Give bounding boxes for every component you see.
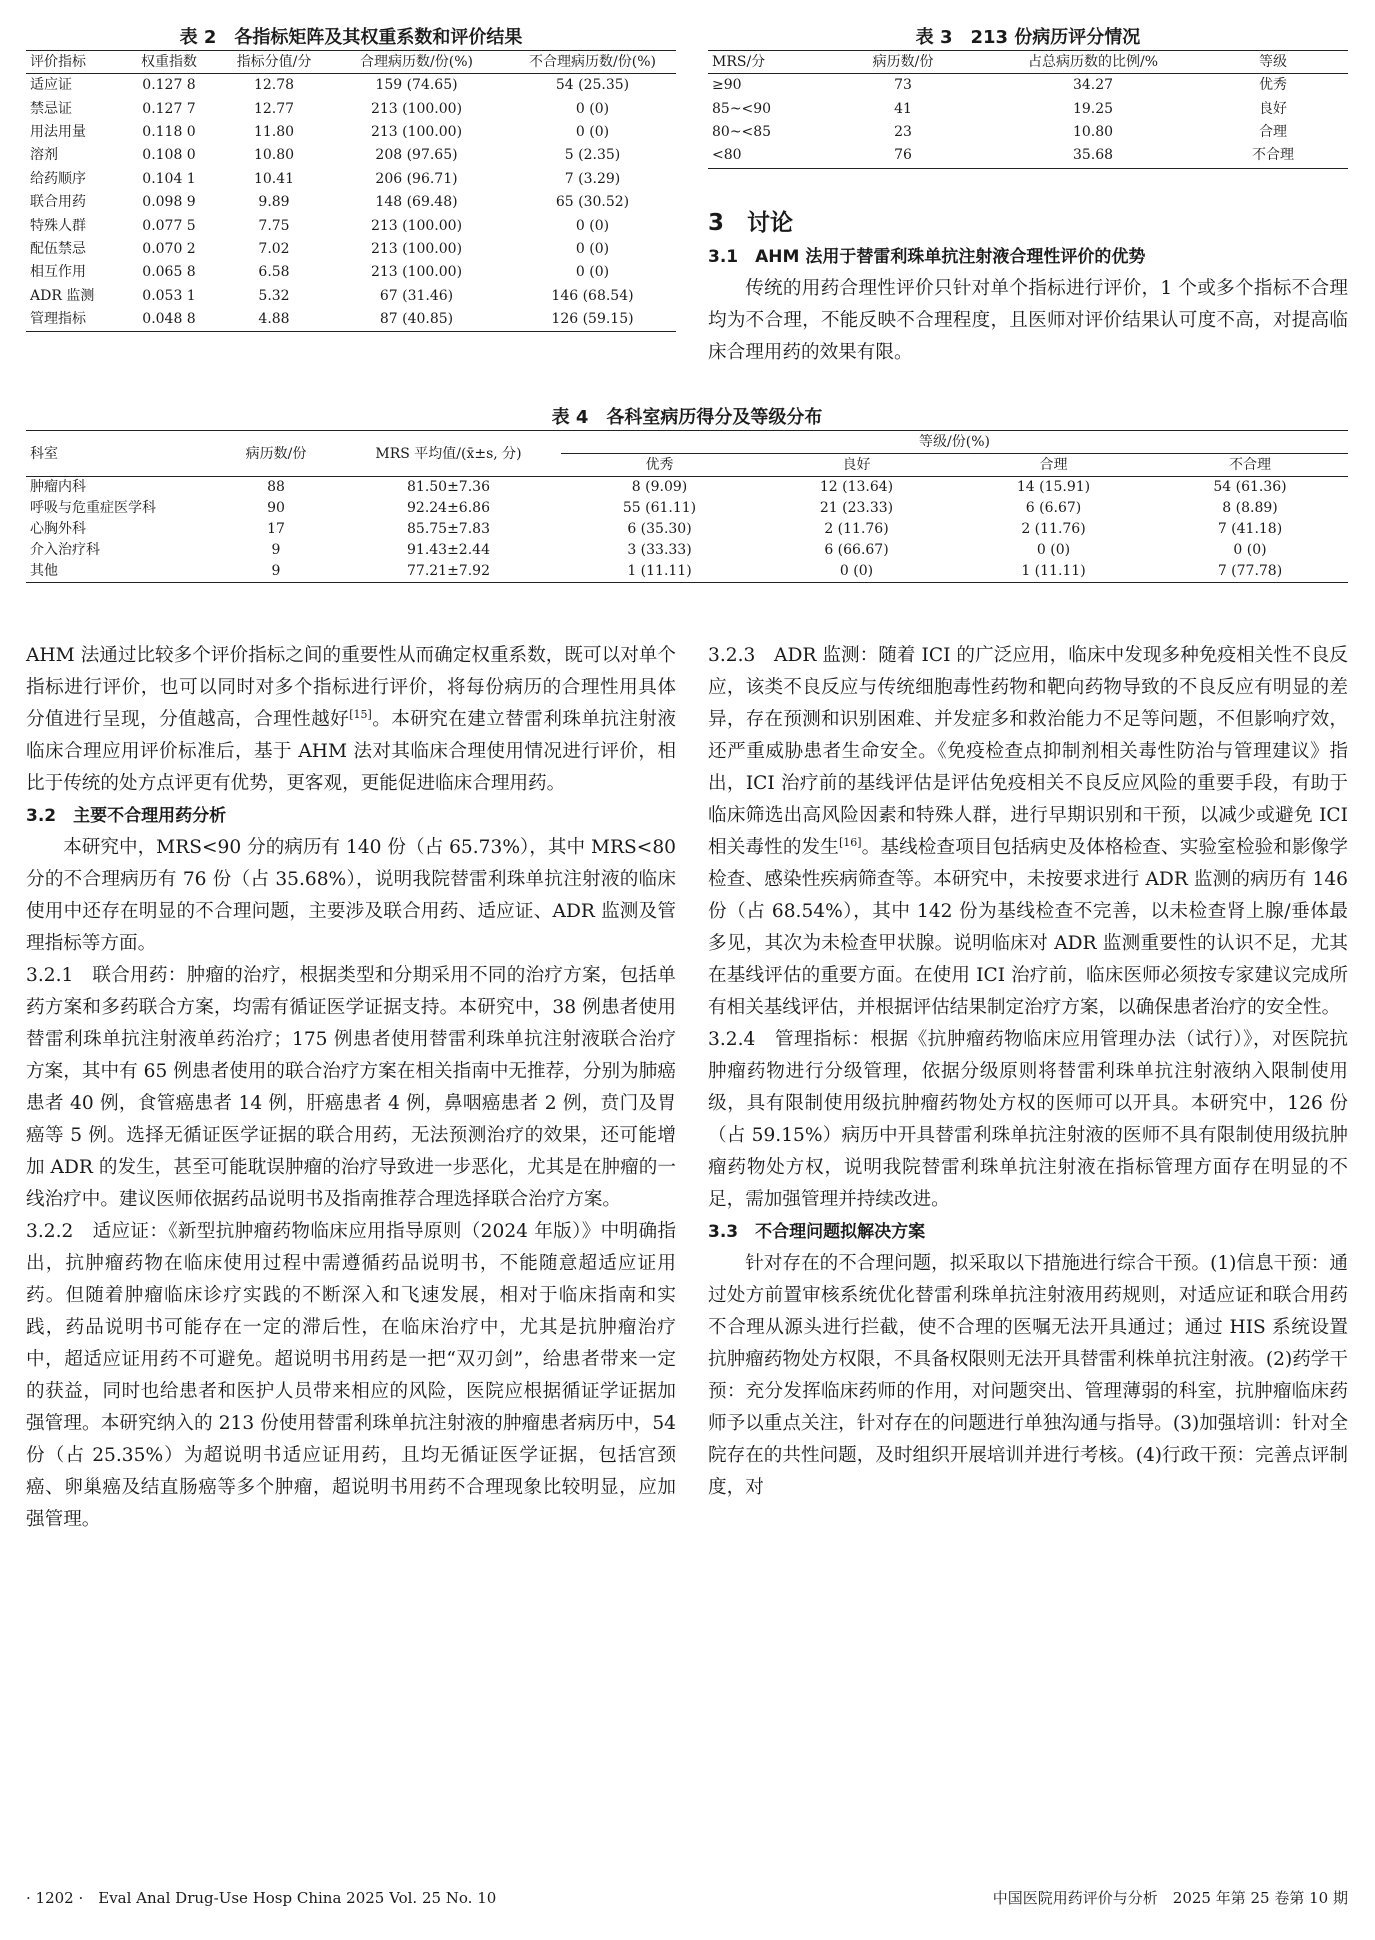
table-cell: 19.25: [1072, 100, 1114, 117]
table-cell: 65 (30.52): [555, 194, 630, 211]
table-row: [26, 238, 676, 261]
table-cell: <80: [712, 147, 742, 164]
table-3-body: [708, 74, 1348, 169]
column-header: MRS/分: [708, 51, 818, 74]
table-cell: 81.50±7.36: [407, 479, 490, 495]
table-cell: 54 (61.36): [1213, 479, 1287, 495]
table-cell: 213 (100.00): [370, 123, 463, 140]
table-row: [26, 561, 1348, 583]
table-cell: 优秀: [1259, 77, 1287, 94]
table-cell: 9: [271, 563, 281, 579]
table-cell: 联合用药: [30, 194, 86, 211]
table-row: [26, 540, 1348, 561]
table-cell: 87 (40.85): [379, 311, 454, 328]
table-cell: 5.32: [258, 287, 290, 304]
table-cell: 14 (15.91): [1016, 479, 1091, 495]
table-cell: 7 (41.18): [1217, 521, 1283, 537]
table-cell: 8 (8.89): [1222, 500, 1278, 516]
table-cell: 不合理: [1252, 147, 1294, 164]
table-cell: 0 (0): [575, 217, 610, 234]
table-cell: 91.43±2.44: [407, 542, 490, 558]
table-row: [26, 285, 676, 308]
table-cell: 80~<85: [712, 123, 772, 140]
table-cell: 管理指标: [30, 311, 86, 328]
table-cell: 给药顺序: [30, 170, 86, 187]
table-cell: 特殊人群: [30, 217, 86, 234]
column-header: 科室: [26, 431, 216, 477]
paragraph: 针对存在的不合理问题，拟采取以下措施进行综合干预。(1)信息干预：通过处方前置审核系统优化替雷利珠单抗注射液用药规则，对适应证和联合用药不合理从源头进行拦截，使不合理的医嘱无法开具通过；通过 HIS 系统设置抗肿瘤药物处方权限，不具备权限则无法开具替雷利株单抗注射液。(2)药学干预：充分发挥临床药师的作用，对问题突出、管理薄弱的科室，抗肿瘤临床药师予以重点关注，针对存在的问题进行单独沟通与指导。(3)加强培训：针对全院存在的共性问题，及时组织开展培训并进行考核。(4)行政干预：完善点评制度，对: [708, 1253, 1348, 1498]
table-cell: ADR 监测: [30, 287, 95, 304]
table-cell: 用法用量: [30, 123, 86, 140]
table-cell: 10.80: [253, 147, 295, 164]
table-cell: 12.77: [253, 100, 295, 117]
table-cell: 12.78: [253, 77, 295, 94]
left-column: [26, 640, 676, 1536]
table-row: [708, 121, 1348, 144]
table-cell: 3 (33.33): [627, 542, 692, 558]
column-header: 占总病历数的比例/%: [988, 51, 1198, 74]
subsection-heading: 3.1 AHM 法用于替雷利珠单抗注射液合理性评价的优势: [708, 247, 1146, 267]
table-cell: 17: [267, 521, 285, 537]
table-cell: 213 (100.00): [370, 100, 463, 117]
table-cell: 7 (3.29): [564, 170, 621, 187]
paragraph: 3.2.4 管理指标：根据《抗肿瘤药物临床应用管理办法（试行）》，对医院抗肿瘤药物进行分级管理，依据分级原则将替雷利珠单抗注射液纳入限制使用级，具有限制使用级抗肿瘤药物处方权的医师可以开具。本研究中，126 份（占 59.15%）病历中开具替雷利珠单抗注射液的医师不具有限制使用级抗肿瘤药物处方权，说明我院替雷利珠单抗注射液在指标管理方面存在明显的不足，需加强管理并持续改进。: [708, 1029, 1348, 1210]
table-cell: 0.104 1: [142, 170, 196, 187]
table-4-grid: [26, 430, 1348, 583]
table-cell: 相互作用: [30, 264, 86, 281]
column-group-header: 等级/份(%): [561, 431, 1348, 454]
table-cell: 9: [271, 542, 281, 558]
table-cell: 配伍禁忌: [30, 240, 86, 257]
column-header: 病历数/份: [216, 431, 336, 477]
table-cell: 0 (0): [1233, 542, 1267, 558]
table-row: [708, 74, 1348, 98]
table-cell: 0 (0): [1036, 542, 1071, 558]
table-cell: 7.75: [258, 217, 290, 234]
subsection-heading: 3.2 主要不合理用药分析: [26, 806, 227, 826]
table-cell: 73: [894, 77, 912, 94]
table-cell: 6 (35.30): [627, 521, 692, 537]
table-row: [26, 519, 1348, 540]
table-cell: 85.75±7.83: [407, 521, 490, 537]
table-2-body: [26, 74, 676, 332]
table-cell: 85~<90: [712, 100, 772, 117]
table-cell: 适应证: [30, 77, 72, 94]
table-cell: 54 (25.35): [555, 77, 630, 94]
table-cell: 0.108 0: [142, 147, 196, 164]
table-cell: 肿瘤内科: [30, 479, 86, 495]
subsection-heading: 3.3 不合理问题拟解决方案: [708, 1222, 926, 1242]
table-cell: 10.41: [253, 170, 295, 187]
table-cell: 77.21±7.92: [407, 563, 490, 579]
table-cell: 1 (11.11): [1021, 563, 1086, 579]
table-cell: 8 (9.09): [631, 479, 688, 495]
table-cell: 1 (11.11): [627, 563, 692, 579]
table-cell: 介入治疗科: [30, 542, 100, 558]
table-cell: 6.58: [258, 264, 290, 281]
table-row: [26, 168, 676, 191]
table-cell: 0 (0): [839, 563, 874, 579]
table-cell: 0.127 8: [142, 77, 196, 94]
table-cell: 6 (66.67): [824, 542, 889, 558]
table-cell: 67 (31.46): [379, 287, 454, 304]
table-cell: 心胸外科: [30, 521, 86, 537]
table-cell: 206 (96.71): [375, 170, 458, 187]
table-cell: 0.077 5: [142, 217, 196, 234]
column-subheader: 优秀: [561, 454, 758, 477]
table-cell: 0 (0): [575, 100, 610, 117]
table-cell: 溶剂: [30, 147, 58, 164]
table-2: [26, 26, 676, 332]
table-cell: 55 (61.11): [622, 500, 697, 516]
table-cell: 呼吸与危重症医学科: [30, 500, 156, 516]
table-cell: 213 (100.00): [370, 240, 463, 257]
right-column: [708, 640, 1348, 1504]
table-cell: 213 (100.00): [370, 264, 463, 281]
table-cell: 146 (68.54): [551, 287, 634, 304]
table-cell: 213 (100.00): [370, 217, 463, 234]
paragraph: AHM 法通过比较多个评价指标之间的重要性从而确定权重系数，既可以对单个指标进行评价，也可以同时对多个指标进行评价，将每份病历的合理性用具体分值进行呈现，分值越高，合理性越好[15]。本研究在建立替雷利珠单抗注射液临床合理应用评价标准后，基于 AHM 法对其临床合理使用情况进行评价，相比于传统的处方点评更有优势，更客观，更能促进临床合理用药。: [26, 645, 676, 794]
table-cell: 0.118 0: [142, 123, 196, 140]
table-3-grid: [708, 50, 1348, 169]
footer-right: 中国医院用药评价与分析 2025 年第 25 卷第 10 期: [992, 1889, 1348, 1907]
table-row: [708, 144, 1348, 168]
table-cell: 92.24±6.86: [407, 500, 490, 516]
table-row: [26, 144, 676, 167]
section-heading: 3 讨论: [708, 210, 794, 236]
table-cell: 0.065 8: [142, 264, 196, 281]
table-cell: 0 (0): [575, 123, 610, 140]
table-cell: ≥90: [712, 77, 742, 94]
table-cell: 0.048 8: [142, 311, 196, 328]
table-3-caption: 表 3 213 份病历评分情况: [915, 27, 1141, 48]
table-3: [708, 26, 1348, 169]
table-cell: 159 (74.65): [375, 77, 458, 94]
table-cell: 5 (2.35): [564, 147, 621, 164]
table-cell: 208 (97.65): [375, 147, 458, 164]
table-cell: 35.68: [1072, 147, 1114, 164]
table-cell: 其他: [30, 563, 58, 579]
table-row: [26, 308, 676, 332]
table-2-caption: 表 2 各指标矩阵及其权重系数和评价结果: [179, 27, 523, 48]
section-3-intro: [708, 205, 1348, 369]
column-header: 合理病历数/份(%): [324, 51, 509, 74]
table-cell: 21 (23.33): [819, 500, 894, 516]
table-cell: 4.88: [258, 311, 290, 328]
table-row: [26, 498, 1348, 519]
table-cell: 148 (69.48): [375, 194, 458, 211]
table-cell: 23: [894, 123, 912, 140]
table-cell: 90: [267, 500, 285, 516]
table-cell: 合理: [1259, 123, 1287, 140]
table-row: [26, 74, 676, 98]
column-subheader: 良好: [758, 454, 955, 477]
table-cell: 良好: [1259, 100, 1287, 117]
table-row: [26, 214, 676, 237]
table-4-caption: 表 4 各科室病历得分及等级分布: [551, 407, 823, 428]
table-cell: 6 (6.67): [1025, 500, 1082, 516]
table-cell: 7.02: [258, 240, 290, 257]
table-row: [26, 121, 676, 144]
table-cell: 10.80: [1072, 123, 1114, 140]
table-2-grid: [26, 50, 676, 332]
column-header: 不合理病历数/份(%): [509, 51, 676, 74]
column-header: 权重指数: [114, 51, 224, 74]
column-subheader: 合理: [955, 454, 1152, 477]
citation: [16]: [838, 835, 862, 849]
table-4: [26, 406, 1348, 583]
table-cell: 41: [894, 100, 912, 117]
table-cell: 126 (59.15): [551, 311, 634, 328]
column-header: 指标分值/分: [224, 51, 324, 74]
table-cell: 0.098 9: [142, 194, 196, 211]
column-subheader: 不合理: [1152, 454, 1348, 477]
footer-left: · 1202 · Eval Anal Drug-Use Hosp China 2025 Vol. 25 No. 10: [26, 1889, 497, 1907]
table-cell: 0 (0): [575, 240, 610, 257]
column-header: MRS 平均值/(x̄±s, 分): [336, 431, 561, 477]
paragraph: 传统的用药合理性评价只针对单个指标进行评价，1 个或多个指标不合理均为不合理，不能反映不合理程度，且医师对评价结果认可度不高，对提高临床合理用药的效果有限。: [708, 278, 1348, 363]
table-row: [708, 97, 1348, 120]
table-cell: 0 (0): [575, 264, 610, 281]
table-row: [26, 477, 1348, 499]
table-row: [26, 191, 676, 214]
table-cell: 2 (11.76): [824, 521, 889, 537]
citation: [15]: [349, 707, 372, 721]
paragraph: 本研究中，MRS<90 分的病历有 140 份（占 65.73%），其中 MRS<80 分的不合理病历有 76 份（占 35.68%），说明我院替雷利珠单抗注射液的临床使用中还存在明显的不合理问题，主要涉及联合用药、适应证、ADR 监测及管理指标等方面。: [26, 837, 676, 954]
table-cell: 0.070 2: [142, 240, 196, 257]
table-cell: 禁忌证: [30, 100, 72, 117]
paragraph: 3.2.3 ADR 监测：随着 ICI 的广泛应用，临床中发现多种免疫相关性不良反应，该类不良反应与传统细胞毒性药物和靶向药物导致的不良反应有明显的差异，存在预测和识别困难、并发症多和救治能力不足等问题，不但影响疗效，还严重威胁患者生命安全。《免疫检查点抑制剂相关毒性防治与管理建议》指出，ICI 治疗前的基线评估是评估免疫相关不良反应风险的重要手段，有助于临床筛选出高风险因素和特殊人群，进行早期识别和干预，以减少或避免 ICI 相关毒性的发生[16]。基线检查项目包括病史及体格检查、实验室检验和影像学检查、感染性疾病筛查等。本研究中，未按要求进行 ADR 监测的病历有 146 份（占 68.54%），其中 142 份为基线检查不完善，以未检查肾上腺/垂体最多见，其次为未检查甲状腺。说明临床对 ADR 监测重要性的认识不足，尤其在基线评估的重要方面。在使用 ICI 治疗前，临床医师必须按专家建议完成所有相关基线评估，并根据评估结果制定治疗方案，以确保患者治疗的安全性。: [708, 645, 1348, 1018]
table-row: [26, 261, 676, 284]
paragraph: 3.2.1 联合用药：肿瘤的治疗，根据类型和分期采用不同的治疗方案，包括单药方案和多药联合方案，均需有循证医学证据支持。本研究中，38 例患者使用替雷利珠单抗注射液单药治疗；175 例患者使用替雷利珠单抗注射液联合治疗方案，其中有 65 例患者使用的联合治疗方案在相关指南中无推荐，分别为肺癌患者 40 例，食管癌患者 14 例，肝癌患者 4 例，鼻咽癌患者 2 例，贲门及胃癌等 5 例。选择无循证医学证据的联合用药，无法预测治疗的效果，还可能增加 ADR 的发生，甚至可能耽误肿瘤的治疗导致进一步恶化，尤其是在肿瘤的一线治疗中。建议医师依据药品说明书及指南推荐合理选择联合治疗方案。: [26, 965, 676, 1210]
paragraph: 3.2.2 适应证：《新型抗肿瘤药物临床应用指导原则（2024 年版）》中明确指出，抗肿瘤药物在临床使用过程中需遵循药品说明书，不能随意超适应证用药。但随着肿瘤临床诊疗实践的不断深入和飞速发展，相对于临床指南和实践，药品说明书可能存在一定的滞后性，在临床治疗中，尤其是抗肿瘤治疗中，超适应证用药不可避免。超说明书用药是一把“双刃剑”，给患者带来一定的获益，同时也给患者和医护人员带来相应的风险，医院应根据循证学证据加强管理。本研究纳入的 213 份使用替雷利珠单抗注射液的肿瘤患者病历中，54 份（占 25.35%）为超说明书适应证用药，且均无循证医学证据，包括宫颈癌、卵巢癌及结直肠癌等多个肿瘤，超说明书用药不合理现象比较明显，应加强管理。: [26, 1221, 676, 1530]
table-cell: 0.127 7: [142, 100, 196, 117]
table-cell: 2 (11.76): [1021, 521, 1086, 537]
table-cell: 12 (13.64): [819, 479, 894, 495]
column-header: 评价指标: [26, 51, 114, 74]
table-cell: 11.80: [253, 123, 295, 140]
column-header: 等级: [1198, 51, 1348, 74]
table-cell: 34.27: [1072, 77, 1114, 94]
table-cell: 9.89: [258, 194, 290, 211]
table-cell: 7 (77.78): [1217, 563, 1283, 579]
table-cell: 0.053 1: [142, 287, 196, 304]
table-4-body: [26, 477, 1348, 583]
table-row: [26, 97, 676, 120]
table-cell: 88: [267, 479, 285, 495]
table-cell: 76: [894, 147, 912, 164]
column-header: 病历数/份: [818, 51, 988, 74]
